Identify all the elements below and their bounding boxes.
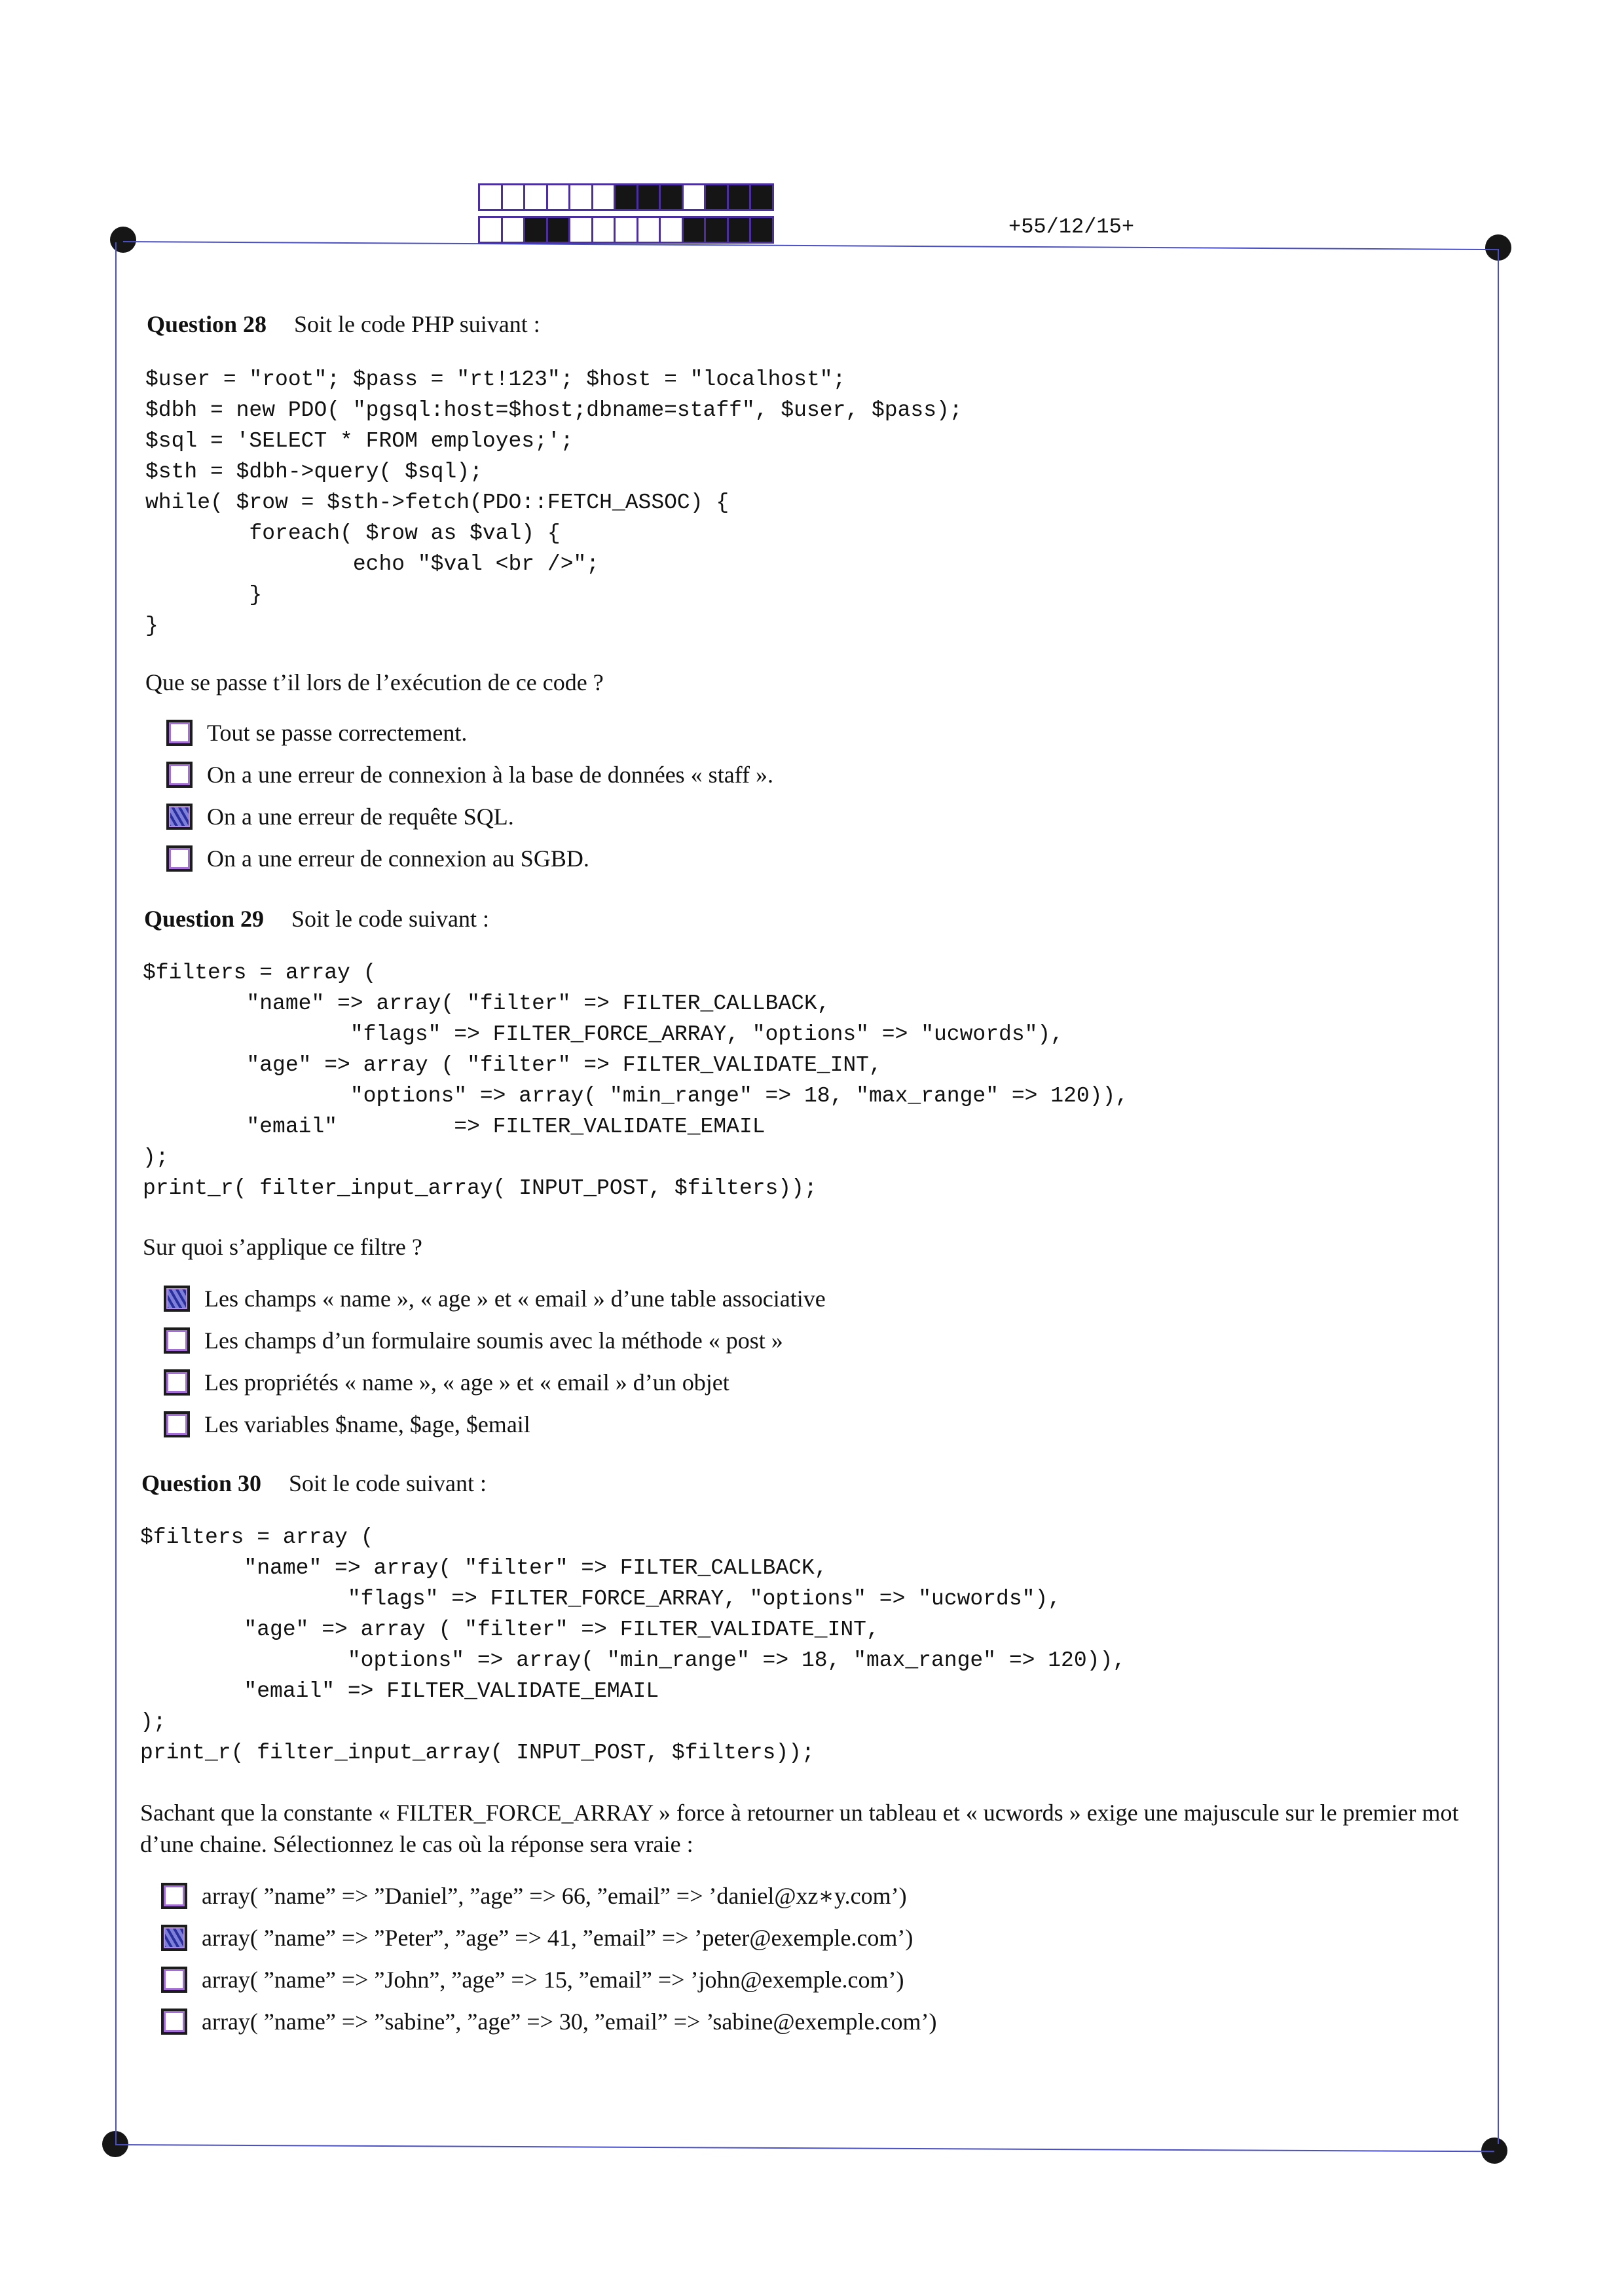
question-intro: Soit le code suivant : xyxy=(291,906,489,932)
checkbox[interactable] xyxy=(164,1369,190,1396)
question-28-title xyxy=(147,310,540,338)
answer-label: array( ”name” => ”Peter”, ”age” => 41, ”email” => ’peter@exemple.com’) xyxy=(202,1925,913,1951)
barcode-cell xyxy=(661,185,684,209)
page-barcode xyxy=(478,183,774,249)
answer-label: array( ”name” => ”John”, ”age” => 15, ”email” => ’john@exemple.com’) xyxy=(202,1967,904,1993)
question-label: Question 30 xyxy=(141,1470,262,1496)
barcode-cell xyxy=(706,185,729,209)
checkbox[interactable] xyxy=(166,762,193,788)
question-29-prompt: Sur quoi s’applique ce filtre ? xyxy=(143,1234,422,1260)
checkbox[interactable] xyxy=(164,1411,190,1437)
barcode-cell xyxy=(570,218,593,242)
frame-top-line xyxy=(123,241,1498,250)
answer-label: On a une erreur de connexion à la base de données « staff ». xyxy=(207,762,774,788)
code-block: $filters = array ( "name" => array( "filter" => FILTER_CALLBACK, "flags" => FILTER_FORCE_ARRAY, "options" => "ucwords"), "age" => array ( "filter" => FILTER_VALIDATE_INT, "options" => array( "min_range" => 18, "max_range" => 120)), "email" => FILTER_VALIDATE_EMAIL ); print_r( filter_input_array( INPUT_POST, $filters)); xyxy=(140,1525,1126,1765)
barcode-cell xyxy=(684,218,707,242)
checkbox[interactable] xyxy=(166,845,193,872)
question-29-title xyxy=(144,905,489,933)
answer-option[interactable] xyxy=(164,1285,826,1312)
barcode-cell xyxy=(548,218,571,242)
answer-option[interactable] xyxy=(161,1924,913,1952)
question-28-prompt: Que se passe t’il lors de l’exécution de ce code ? xyxy=(145,669,604,695)
answer-option[interactable] xyxy=(164,1411,530,1438)
barcode-cell xyxy=(729,218,752,242)
question-intro: Soit le code PHP suivant : xyxy=(294,311,540,337)
barcode-row-bottom xyxy=(478,216,774,244)
question-label: Question 29 xyxy=(144,906,265,932)
barcode-cell xyxy=(729,185,752,209)
answer-label: Les champs « name », « age » et « email » d’une table associative xyxy=(204,1286,826,1312)
barcode-cell xyxy=(661,218,684,242)
question-30-title xyxy=(141,1470,487,1497)
barcode-cell xyxy=(480,185,503,209)
page-id: +55/12/15+ xyxy=(1008,215,1135,239)
checkbox[interactable] xyxy=(164,1286,190,1312)
answer-label: array( ”name” => ”Daniel”, ”age” => 66, ”email” => ’daniel@xz∗y.com’) xyxy=(202,1883,907,1909)
question-29-code xyxy=(143,957,1128,1204)
code-block: $user = "root"; $pass = "rt!123"; $host = "localhost"; $dbh = new PDO( "pgsql:host=$host;dbname=staff", $user, $pass); $sql = 'SELECT * FROM employes;'; $sth = $dbh->query( $sql); while( $row = $sth->fetch(PDO::FETCH_ASSOC) { foreach( $row as $val) { echo "$val <br />"; } } xyxy=(145,367,963,638)
checkbox[interactable] xyxy=(164,1327,190,1354)
checkbox[interactable] xyxy=(161,1925,187,1951)
frame-bottom-line xyxy=(115,2144,1494,2152)
barcode-cell xyxy=(706,218,729,242)
barcode-cell xyxy=(593,218,616,242)
barcode-row-top xyxy=(478,183,774,211)
barcode-cell xyxy=(503,185,526,209)
registration-mark-top-left xyxy=(110,227,136,253)
barcode-cell xyxy=(751,218,772,242)
answer-label: On a une erreur de requête SQL. xyxy=(207,804,514,830)
checkbox[interactable] xyxy=(161,1967,187,1993)
answer-label: array( ”name” => ”sabine”, ”age” => 30, ”email” => ’sabine@exemple.com’) xyxy=(202,2009,937,2035)
answer-option[interactable] xyxy=(164,1327,783,1354)
barcode-cell xyxy=(548,185,571,209)
answer-option[interactable] xyxy=(161,1882,907,1910)
question-label: Question 28 xyxy=(147,311,267,337)
barcode-cell xyxy=(570,185,593,209)
question-intro: Soit le code suivant : xyxy=(289,1470,487,1496)
checkbox[interactable] xyxy=(166,804,193,830)
answer-label: Les propriétés « name », « age » et « email » d’un objet xyxy=(204,1369,729,1396)
barcode-cell xyxy=(525,218,548,242)
checkbox[interactable] xyxy=(161,1883,187,1909)
answer-option[interactable] xyxy=(164,1369,729,1396)
barcode-cell xyxy=(593,185,616,209)
barcode-cell xyxy=(751,185,772,209)
answer-label: Les variables $name, $age, $email xyxy=(204,1411,530,1437)
question-28-code xyxy=(145,364,963,641)
answer-option[interactable] xyxy=(161,2008,936,2035)
checkbox[interactable] xyxy=(161,2009,187,2035)
answer-option[interactable] xyxy=(166,845,589,872)
barcode-cell xyxy=(638,185,661,209)
answer-option[interactable] xyxy=(161,1966,904,1993)
answer-option[interactable] xyxy=(166,761,773,788)
question-30-prompt: Sachant que la constante « FILTER_FORCE_ARRAY » force à retourner un tableau et « ucwords » exige une majuscule sur le premier mot d’une chaine. Sélectionnez le cas où la réponse sera vraie : xyxy=(140,1800,1459,1857)
frame-right-line xyxy=(1498,249,1499,2144)
code-block: $filters = array ( "name" => array( "filter" => FILTER_CALLBACK, "flags" => FILTER_FORCE_ARRAY, "options" => "ucwords"), "age" => array ( "filter" => FILTER_VALIDATE_INT, "options" => array( "min_range" => 18, "max_range" => 120)), "email" => FILTER_VALIDATE_EMAIL ); print_r( filter_input_array( INPUT_POST, $filters)); xyxy=(143,961,1129,1200)
barcode-cell xyxy=(616,218,638,242)
answer-label: Tout se passe correctement. xyxy=(207,720,468,746)
answer-option[interactable] xyxy=(166,719,467,747)
answer-label: Les champs d’un formulaire soumis avec la méthode « post » xyxy=(204,1327,783,1354)
frame-left-line xyxy=(115,242,117,2144)
answer-option[interactable] xyxy=(166,803,514,830)
barcode-cell xyxy=(684,185,707,209)
barcode-cell xyxy=(480,218,503,242)
answer-label: On a une erreur de connexion au SGBD. xyxy=(207,845,589,872)
barcode-cell xyxy=(616,185,638,209)
barcode-cell xyxy=(525,185,548,209)
barcode-cell xyxy=(503,218,526,242)
question-30-code xyxy=(140,1522,1126,1768)
barcode-cell xyxy=(638,218,661,242)
checkbox[interactable] xyxy=(166,720,193,746)
